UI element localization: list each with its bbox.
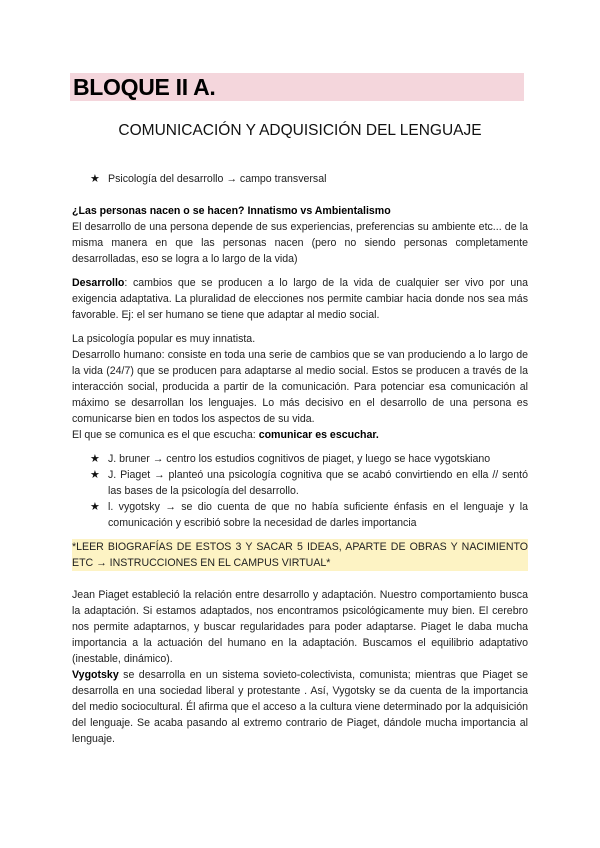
vygotsky-term: Vygotsky xyxy=(72,669,119,681)
listening-line xyxy=(72,427,528,443)
human-development-paragraph: Desarrollo humano: consiste en toda una serie de cambios que se van produciendo a lo largo de la vida (24/7) que se producen para adaptarse al medio social. Estos se producen a través de la interacción social, producida a partir de la comunicación. Para potenciar esa comunicación al máximo se desarrollan los lenguajes. Lo más decisivo en el desarrollo de una persona es comunicarse bien en todos los aspectos de su vida. xyxy=(72,349,528,425)
section-subtitle: COMUNICACIÓN Y ADQUISICIÓN DEL LENGUAJE xyxy=(118,122,482,139)
listening-bold: comunicar es escuchar. xyxy=(258,429,379,441)
star-bullet-icon: ★ xyxy=(90,469,100,481)
vygotsky-text: se desarrolla en un sistema sovieto-colectivista, comunista; mientras que Piaget se desarrolla en una sociedad liberal y protestante . Así, Vygotsky se da cuenta de la importancia del medio sociocultural. Él afirma que el acceso a la cultura viene determinado por la adquisición del lenguaje. Se acaba pasando al extremo contrario de Piaget, dándole mucha importancia al lenguaje. xyxy=(72,669,528,745)
block-heading xyxy=(70,73,524,101)
popular-psychology-line: La psicología popular es muy innatista. xyxy=(72,333,256,345)
question-paragraph: El desarrollo de una persona depende de sus experiencias, preferencias su ambiente etc... de la misma manera en que las personas nacen (pero no siendo personas completamente desarrolladas, eso se logra a lo largo de la vida) xyxy=(72,221,528,265)
listening-text: El que se comunica es el que escucha: xyxy=(72,429,259,441)
piaget-paragraph: Jean Piaget estableció la relación entre desarrollo y adaptación. Nuestro comportamiento busca la adaptación. Si estamos adaptados, nos encontramos psicológicamente muy bien. El cerebro nos permite adaptarnos, y buscar regularidades para poder adaptarse. Piaget le daba mucha importancia a la actuación del humano en la adaptación. Buscamos el equilibrio adaptativo (inestable, dinámico). xyxy=(72,589,528,665)
intro-bullet: Psicología del desarrollo → campo transversal xyxy=(108,173,327,185)
star-bullet-icon: ★ xyxy=(90,501,100,513)
block-heading-text: BLOQUE II A. xyxy=(73,74,216,100)
star-bullet-icon: ★ xyxy=(90,453,100,465)
bullet-bruner: J. bruner → centro los estudios cognitivos de piaget, y luego se hace vygotskiano xyxy=(108,453,491,465)
bullet-vygotsky: l. vygotsky → se dio cuenta de que no había suficiente énfasis en el lenguaje y la comunicación y escribió sobre la necesidad de darles importancia xyxy=(108,501,528,529)
question-heading xyxy=(72,203,528,219)
bullet-piaget: J. Piaget → planteó una psicología cognitiva que se acabó convirtiendo en ella // sentó las bases de la psicología del desarrollo. xyxy=(108,469,528,497)
question-heading-text: ¿Las personas nacen o se hacen? Innatismo vs Ambientalismo xyxy=(72,205,391,217)
highlight-note: *LEER BIOGRAFÍAS DE ESTOS 3 Y SACAR 5 IDEAS, APARTE DE OBRAS Y NACIMIENTO ETC → INSTRUCCIONES EN EL CAMPUS VIRTUAL* xyxy=(72,541,528,569)
star-bullet-icon: ★ xyxy=(90,173,100,185)
development-paragraph xyxy=(72,275,528,323)
development-term: Desarrollo xyxy=(72,277,125,289)
vygotsky-paragraph xyxy=(72,667,528,747)
development-definition: : cambios que se producen a lo largo de la vida de cualquier ser vivo por una exigencia adaptativa. La pluralidad de elecciones nos permite cambiar hacia donde nos sea más favorable. Ej: el ser humano se tiene que adaptar al medio social. xyxy=(72,277,528,321)
